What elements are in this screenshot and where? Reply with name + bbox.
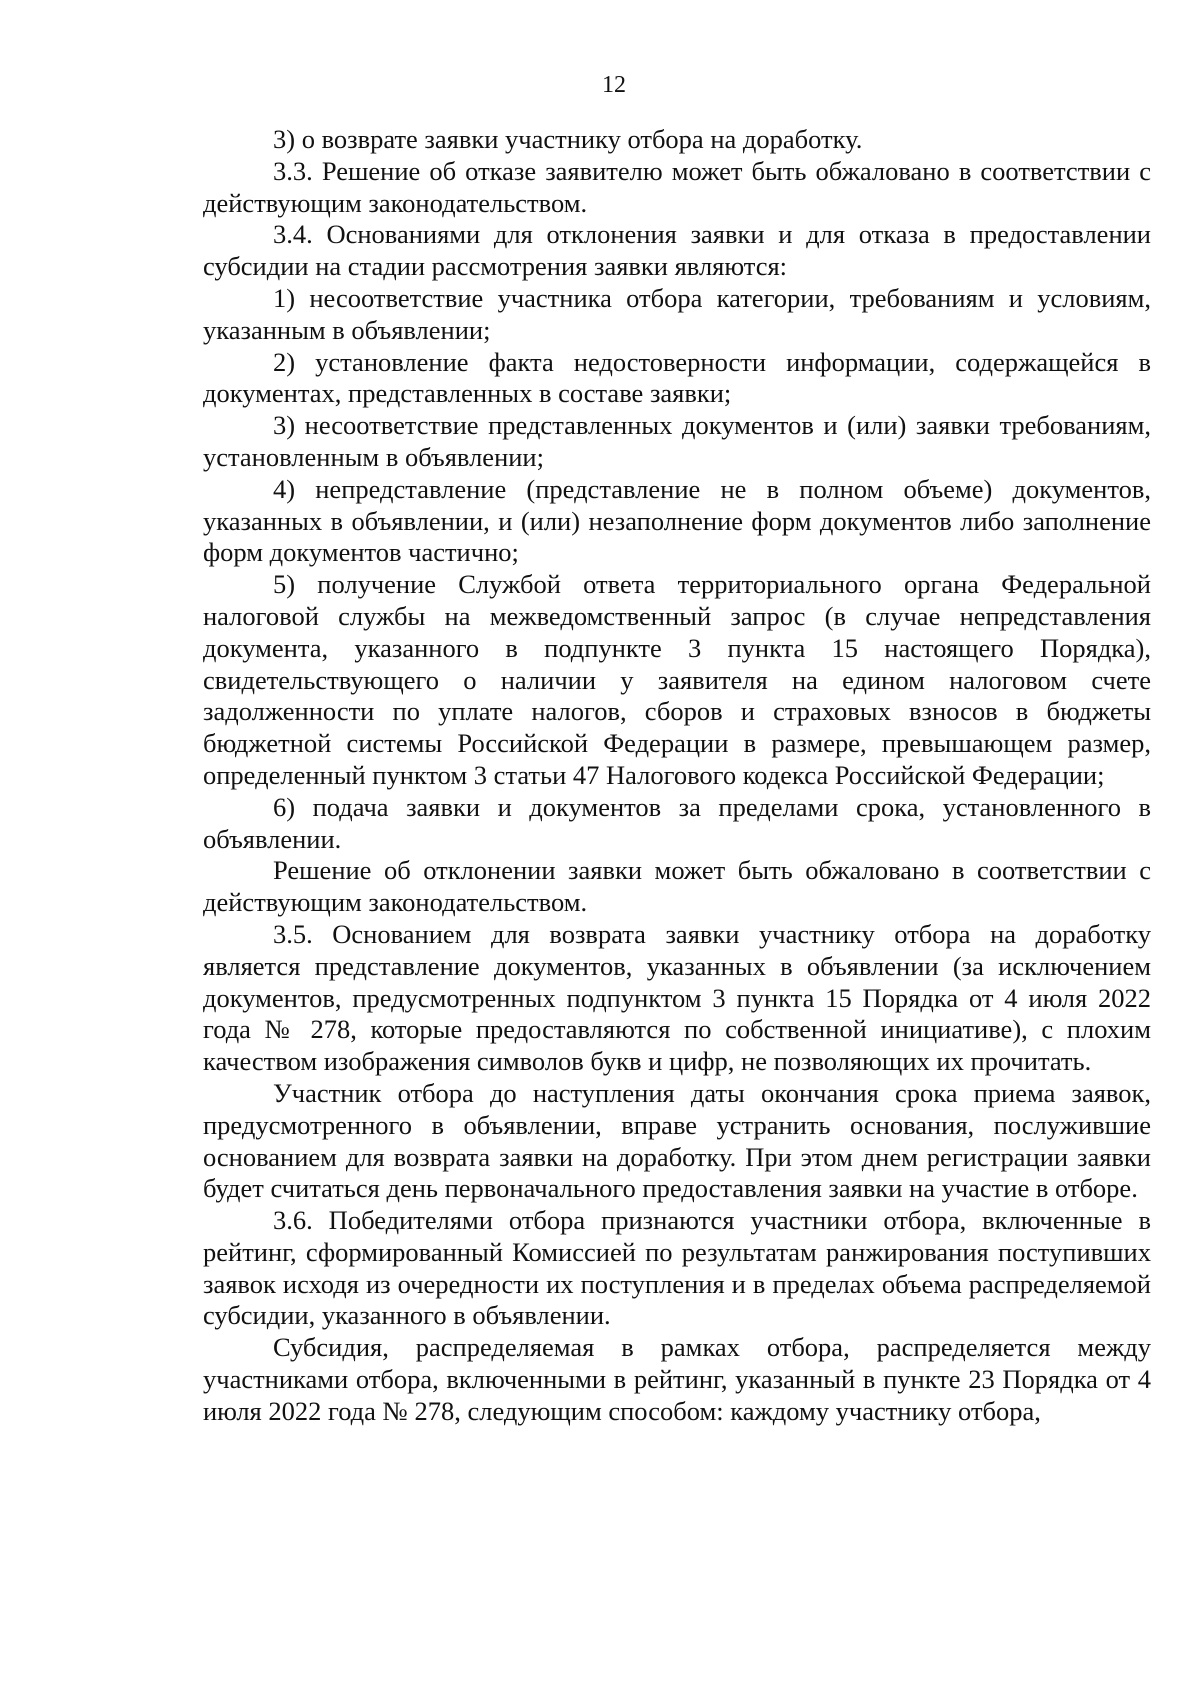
list-item-1-nonconformity-participant: 1) несоответствие участника отбора категории, требованиям и условиям, указанным в объявлении; — [203, 282, 1151, 345]
paragraph-subsidy-distribution: Субсидия, распределяемая в рамках отбора, распределяется между участниками отбора, включенными в рейтинг, указанный в пункте 23 Порядка от 4 июля 2022 года № 278, следующим способом: каждому участнику отбора, — [203, 1332, 1151, 1426]
list-item-5-tax-debt: 5) получение Службой ответа территориального органа Федеральной налоговой службы на межведомственный запрос (в случае непредставления документа, указанного в подпункте 3 пункта 15 настоящего Порядка), свидетельствующего о наличии у заявителя на едином налоговом счете задолженности по уплате налогов, сборов и страховых взносов в бюджеты бюджетной системы Российской Федерации в размере, превышающем размер, определенный пунктом 3 статьи 47 Налогового кодекса Российской Федерации; — [203, 569, 1151, 790]
list-item-3-nonconformity-documents: 3) несоответствие представленных документов и (или) заявки требованиям, установленным в объявлении; — [203, 410, 1151, 472]
paragraph-participant-may-remedy: Участник отбора до наступления даты окончания срока приема заявок, предусмотренного в объявлении, вправе устранить основания, послужившие основанием для возврата заявки на доработку. При этом днем регистрации заявки будет считаться день первоначального предоставления заявки на участие в отборе. — [203, 1077, 1151, 1204]
list-item-4-incomplete-documents: 4) непредставление (представление не в полном объеме) документов, указанных в объявлении, и (или) незаполнение форм документов либо заполнение форм документов частично; — [203, 473, 1151, 568]
list-item-2-unreliable-information: 2) установление факта недостоверности информации, содержащейся в документах, представленных в составе заявки; — [203, 346, 1151, 409]
paragraph-3-6-winners: 3.6. Победителями отбора признаются участники отбора, включенные в рейтинг, сформированный Комиссией по результатам ранжирования поступивших заявок исходя из очередности их поступления и в пределах объема распределяемой субсидии, указанного в объявлении. — [203, 1205, 1151, 1331]
document-body — [203, 124, 1151, 1428]
paragraph-3-3-appeal-refusal: 3.3. Решение об отказе заявителю может быть обжаловано в соответствии с действующим законодательством. — [203, 155, 1151, 218]
paragraph-appeal-rejection: Решение об отклонении заявки может быть обжаловано в соответствии с действующим законодательством. — [203, 855, 1151, 918]
paragraph-3-4-grounds-rejection: 3.4. Основаниями для отклонения заявки и для отказа в предоставлении субсидии на стадии рассмотрения заявки являются: — [203, 219, 1151, 282]
paragraph-return-for-revision: 3) о возврате заявки участнику отбора на доработку. — [273, 124, 863, 154]
list-item-6-late-submission: 6) подача заявки и документов за пределами срока, установленного в объявлении. — [203, 791, 1151, 854]
page-number: 12 — [602, 72, 626, 98]
paragraph-3-5-grounds-return: 3.5. Основанием для возврата заявки участнику отбора на доработку является представление документов, указанных в объявлении (за исключением документов, предусмотренных подпунктом 3 пункта 15 Порядка от 4 июля 2022 года № 278, которые предоставляются по собственной инициативе), с плохим качеством изображения символов букв и цифр, не позволяющих их прочитать. — [203, 918, 1151, 1077]
